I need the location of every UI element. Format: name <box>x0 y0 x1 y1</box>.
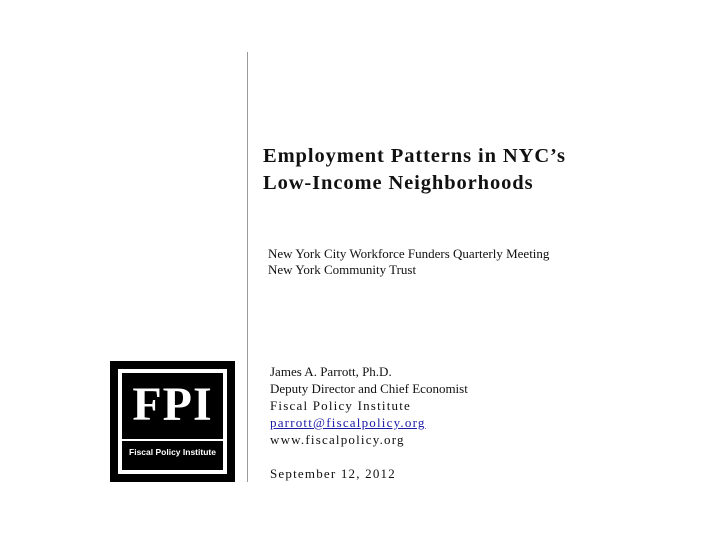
fpi-logo <box>110 361 235 482</box>
email-link[interactable]: parrott@fiscalpolicy.org <box>270 415 426 430</box>
meeting-info <box>268 246 549 278</box>
presenter-org: Fiscal Policy Institute <box>270 398 411 413</box>
slide-title <box>263 143 566 197</box>
logo-rule <box>122 439 223 441</box>
vertical-divider <box>247 52 248 482</box>
presenter-contact <box>270 363 468 482</box>
website-text: www.fiscalpolicy.org <box>270 432 405 447</box>
logo-mark <box>122 373 223 470</box>
title-line-2: Low-Income Neighborhoods <box>263 172 534 194</box>
logo-letters: FPI <box>132 378 213 431</box>
presenter-role: Deputy Director and Chief Economist <box>270 381 468 396</box>
presentation-date: September 12, 2012 <box>270 466 396 481</box>
meeting-host: New York Community Trust <box>268 262 417 277</box>
logo-frame <box>118 369 227 474</box>
presenter-name: James A. Parrott, Ph.D. <box>270 364 392 379</box>
logo-org-name: Fiscal Policy Institute <box>129 447 216 457</box>
title-line-1: Employment Patterns in NYC’s <box>263 145 566 167</box>
meeting-name: New York City Workforce Funders Quarterly Meeting <box>268 246 550 261</box>
